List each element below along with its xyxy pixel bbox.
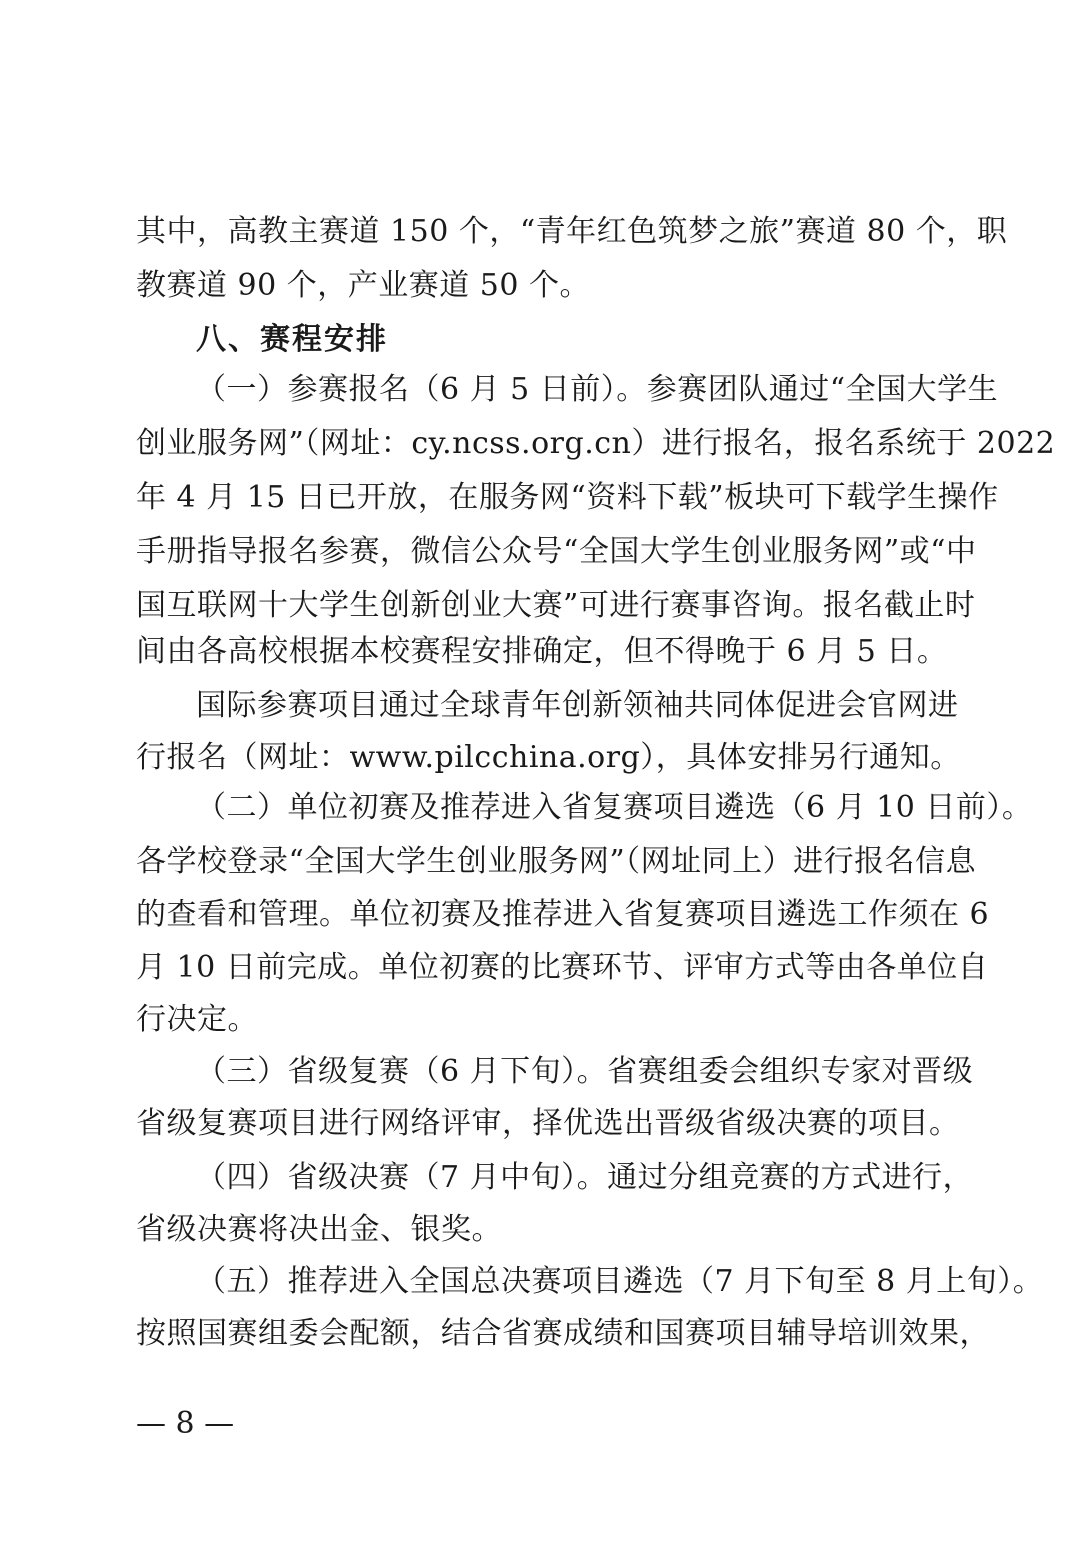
body-text-line: 月 10 日前完成。单位初赛的比赛环节、评审方式等由各单位自 xyxy=(136,950,989,985)
body-text-line: 间由各高校根据本校赛程安排确定，但不得晚于 6 月 5 日。 xyxy=(136,634,948,669)
section-heading: 八、赛程安排 xyxy=(196,322,388,357)
body-text-line: 省级决赛将决出金、银奖。 xyxy=(136,1212,502,1247)
body-text-line: 其中，高教主赛道 150 个，“青年红色筑梦之旅”赛道 80 个，职 xyxy=(136,214,1008,249)
body-text-line: 教赛道 90 个，产业赛道 50 个。 xyxy=(136,268,590,303)
body-text-line: 国际参赛项目通过全球青年创新领袖共同体促进会官网进 xyxy=(196,688,959,723)
body-text-line: 年 4 月 15 日已开放，在服务网“资料下载”板块可下载学生操作 xyxy=(136,480,999,515)
body-text-line: 按照国赛组委会配额，结合省赛成绩和国赛项目辅导培训效果， xyxy=(136,1316,990,1351)
body-text-line: （三）省级复赛（6 月下旬）。省赛组委会组织专家对晋级 xyxy=(196,1054,974,1089)
body-text-line: 手册指导报名参赛，微信公众号“全国大学生创业服务网”或“中 xyxy=(136,534,977,569)
body-text-line: 创业服务网”（网址：cy.ncss.org.cn）进行报名，报名系统于 2022 xyxy=(136,426,1056,461)
body-text-line: 各学校登录“全国大学生创业服务网”（网址同上）进行报名信息 xyxy=(136,844,977,879)
body-text-line: 国互联网十大学生创新创业大赛”可进行赛事咨询。报名截止时 xyxy=(136,588,976,623)
body-text-line: 行决定。 xyxy=(136,1002,258,1037)
body-text-line: 省级复赛项目进行网络评审，择优选出晋级省级决赛的项目。 xyxy=(136,1106,960,1141)
body-text-line: （二）单位初赛及推荐进入省复赛项目遴选（6 月 10 日前）。 xyxy=(196,790,1033,825)
body-text-line: （五）推荐进入全国总决赛项目遴选（7 月下旬至 8 月上旬）。 xyxy=(196,1264,1044,1299)
body-text-line: （四）省级决赛（7 月中旬）。通过分组竞赛的方式进行， xyxy=(196,1160,974,1195)
body-text-line: 的查看和管理。单位初赛及推荐进入省复赛项目遴选工作须在 6 xyxy=(136,897,990,932)
body-text-line: 行报名（网址：www.pilcchina.org），具体安排另行通知。 xyxy=(136,740,961,775)
body-text-line: （一）参赛报名（6 月 5 日前）。参赛团队通过“全国大学生 xyxy=(196,372,999,407)
page-number: — 8 — xyxy=(136,1406,235,1441)
